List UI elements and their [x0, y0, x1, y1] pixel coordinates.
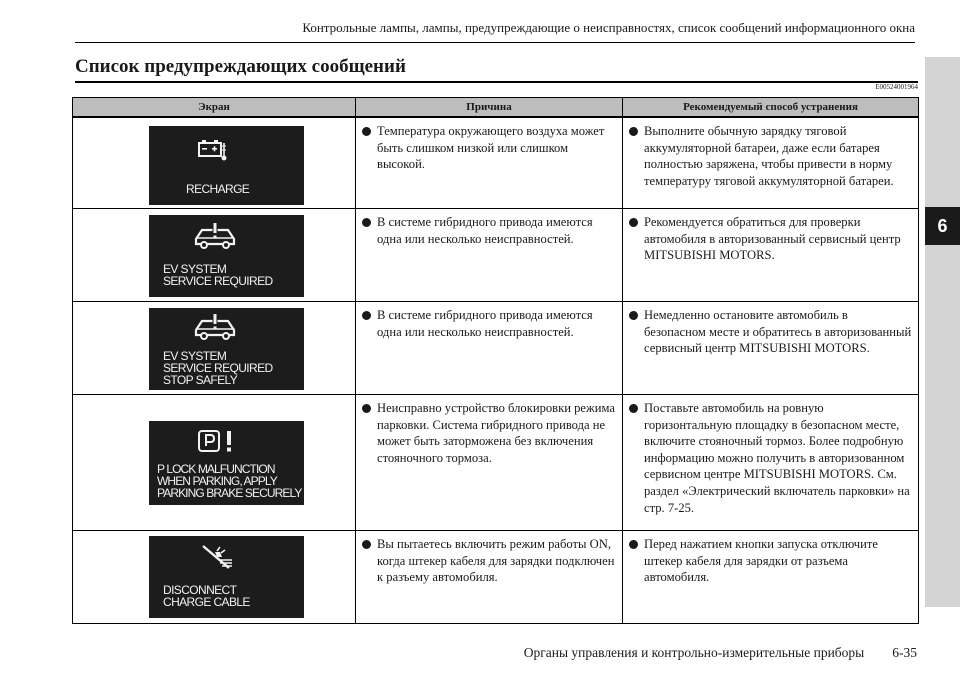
action-cell	[623, 395, 919, 531]
table-row	[73, 531, 919, 624]
cause-text: В системе гибридного привода имеются одна или несколько неисправностей.	[377, 308, 593, 339]
display-screen	[149, 126, 304, 205]
screen-cell	[73, 395, 356, 531]
cause-cell	[356, 209, 623, 302]
cause-cell	[356, 395, 623, 531]
table-row	[73, 302, 919, 395]
cause-cell	[356, 302, 623, 395]
title-rule	[75, 81, 918, 83]
charge-plug-icon	[199, 542, 235, 574]
action-text: Рекомендуется обратиться для проверки автомобиля в авторизованный сервисный центр MITSUBISHI MOTORS.	[644, 215, 901, 263]
screen-cell	[73, 209, 356, 302]
battery-temperature-icon	[197, 138, 231, 164]
screen-cell	[73, 531, 356, 624]
cause-text: Вы пытаетесь включить режим работы ON, когда штекер кабеля для зарядки подключен к разъему автомобиля.	[377, 537, 615, 585]
bullet-icon	[629, 540, 638, 549]
bullet-icon	[629, 218, 638, 227]
bullet-icon	[362, 540, 371, 549]
footer-chapter-title: Органы управления и контрольно-измерительные приборы	[523, 645, 865, 660]
table-header-row	[73, 98, 919, 118]
display-screen	[149, 308, 304, 390]
display-screen	[149, 421, 304, 505]
screen-message-text: RECHARGE	[186, 182, 250, 196]
screen-cell	[73, 302, 356, 395]
action-cell	[623, 209, 919, 302]
cause-cell	[356, 117, 623, 209]
screen-message-text: EV SYSTEM SERVICE REQUIRED	[163, 262, 273, 288]
action-text: Выполните обычную зарядку тяговой аккумуляторной батареи, даже если батарея полностью заряжена, чтобы привести в норму температуру тяговой аккумуляторной батареи.	[644, 124, 894, 188]
car-warning-icon	[193, 223, 237, 251]
action-text: Немедленно остановите автомобиль в безопасном месте и обратитесь в авторизованный сервисный центр MITSUBISHI MOTORS.	[644, 308, 912, 356]
cause-cell	[356, 531, 623, 624]
bullet-icon	[629, 127, 638, 136]
action-cell	[623, 117, 919, 209]
screen-message-text: DISCONNECT CHARGE CABLE	[163, 583, 250, 609]
bullet-icon	[362, 311, 371, 320]
display-screen	[149, 215, 304, 297]
column-header-cause: Причина	[356, 98, 623, 118]
bullet-icon	[629, 404, 638, 413]
action-text: Перед нажатием кнопки запуска отключите штекер кабеля для зарядки от разъема автомобиля.	[644, 537, 878, 585]
cause-text: Неисправно устройство блокировки режима парковки. Система гибридного привода не может быть заторможена без включения стояночного тормоза.	[377, 401, 615, 465]
bullet-icon	[629, 311, 638, 320]
page-number: 6-35	[892, 645, 917, 660]
screen-message-text: EV SYSTEM SERVICE REQUIRED STOP SAFELY	[163, 349, 273, 387]
chapter-side-tab	[925, 57, 960, 607]
cause-text: В системе гибридного привода имеются одна или несколько неисправностей.	[377, 215, 593, 246]
screen-message-text: P LOCK MALFUNCTION WHEN PARKING, APPLY PARKING BRAKE SECURELY	[157, 462, 302, 500]
table-row	[73, 117, 919, 209]
warning-messages-table	[72, 97, 919, 624]
table-row	[73, 209, 919, 302]
header-rule	[75, 42, 915, 43]
car-warning-icon	[193, 314, 237, 342]
bullet-icon	[362, 127, 371, 136]
action-cell	[623, 531, 919, 624]
action-text: Поставьте автомобиль на ровную горизонтальную площадку в безопасном месте, включите стояночный тормоз. Более подробную информацию можно получить в авторизованном сервисном центре MITSUBISHI MOTORS. См. раздел «Электрический включатель парковки» на стр. 7-25.	[644, 401, 910, 515]
chapter-number-tab[interactable]: 6	[925, 207, 960, 245]
display-screen	[149, 536, 304, 618]
table-row	[73, 395, 919, 531]
column-header-action: Рекомендуемый способ устранения	[623, 98, 919, 118]
page-footer	[75, 645, 917, 661]
action-cell	[623, 302, 919, 395]
column-header-screen: Экран	[73, 98, 356, 118]
section-title: Список предупреждающих сообщений	[75, 56, 406, 77]
document-code: E00524001964	[875, 83, 918, 91]
bullet-icon	[362, 218, 371, 227]
screen-cell	[73, 117, 356, 209]
bullet-icon	[362, 404, 371, 413]
park-lock-warning-icon	[197, 429, 241, 455]
running-header: Контрольные лампы, лампы, предупреждающие о неисправностях, список сообщений информационного окна	[302, 20, 915, 35]
cause-text: Температура окружающего воздуха может быть слишком низкой или слишком высокой.	[377, 124, 605, 172]
